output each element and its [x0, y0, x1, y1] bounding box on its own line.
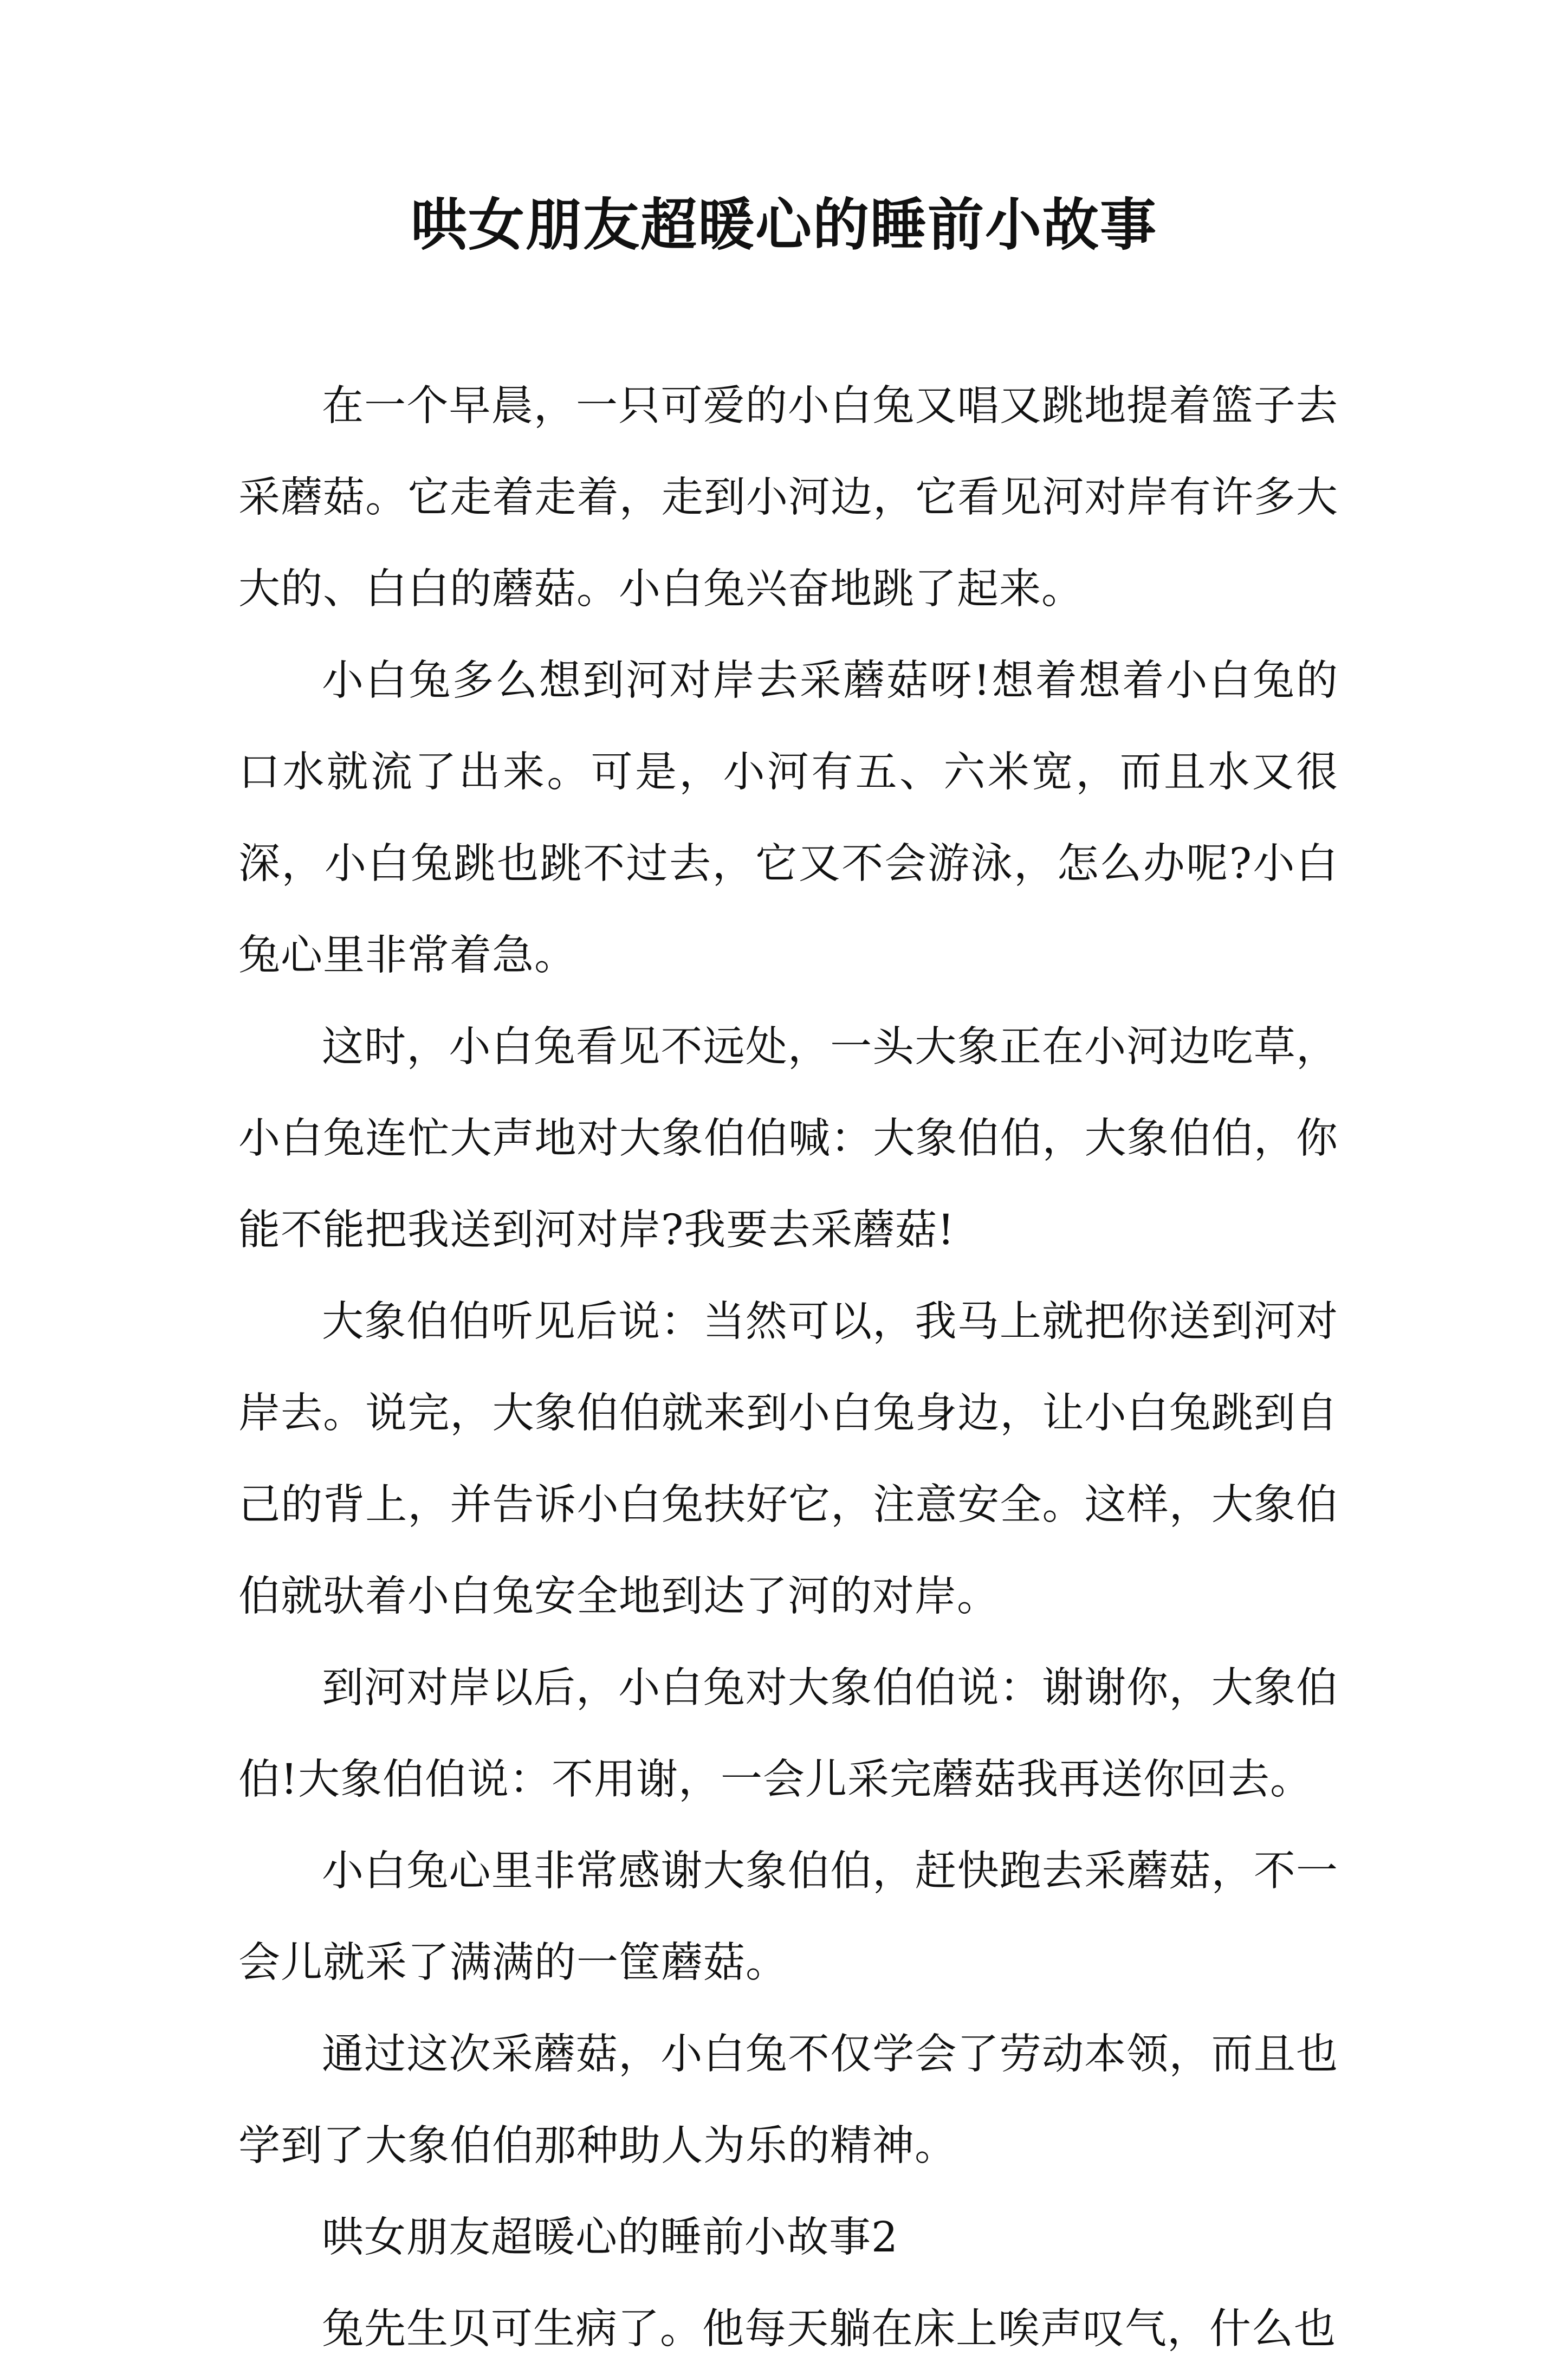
paragraph: 在一个早晨，一只可爱的小白兔又唱又跳地提着篮子去采蘑菇。它走着走着，走到小河边，它看见河对岸有许多大大的、白白的蘑菇。小白兔兴奋地跳了起来。	[238, 382, 1338, 613]
section-heading: 哄女朋友超暖心的睡前小故事2	[322, 2214, 898, 2262]
paragraph: 到河对岸以后，小白兔对大象伯伯说：谢谢你，大象伯伯!大象伯伯说：不用谢，一会儿采完蘑菇我再送你回去。	[238, 1664, 1338, 1804]
paragraph: 大象伯伯听见后说：当然可以，我马上就把你送到河对岸去。说完，大象伯伯就来到小白兔身边，让小白兔跳到自己的背上，并告诉小白兔扶好它，注意安全。这样，大象伯伯就驮着小白兔安全地到达了河的对岸。	[238, 1298, 1338, 1621]
paragraph: 小白兔多么想到河对岸去采蘑菇呀!想着想着小白兔的口水就流了出来。可是，小河有五、六米宽，而且水又很深，小白兔跳也跳不过去，它又不会游泳，怎么办呢?小白兔心里非常着急。	[238, 657, 1338, 980]
paragraph: 通过这次采蘑菇，小白兔不仅学会了劳动本领，而且也学到了大象伯伯那种助人为乐的精神。	[238, 2030, 1338, 2170]
document-title: 哄女朋友超暖心的睡前小故事	[410, 191, 1157, 258]
paragraph: 兔先生贝可生病了。他每天躺在床上唉声叹气，什么也	[322, 2305, 1336, 2353]
document-body	[238, 360, 1338, 2375]
paragraph: 这时，小白兔看见不远处，一头大象正在小河边吃草，小白兔连忙大声地对大象伯伯喊：大象伯伯，大象伯伯，你能不能把我送到河对岸?我要去采蘑菇!	[238, 1023, 1338, 1254]
paragraph: 小白兔心里非常感谢大象伯伯，赶快跑去采蘑菇，不一会儿就采了满满的一筐蘑菇。	[238, 1847, 1338, 1987]
